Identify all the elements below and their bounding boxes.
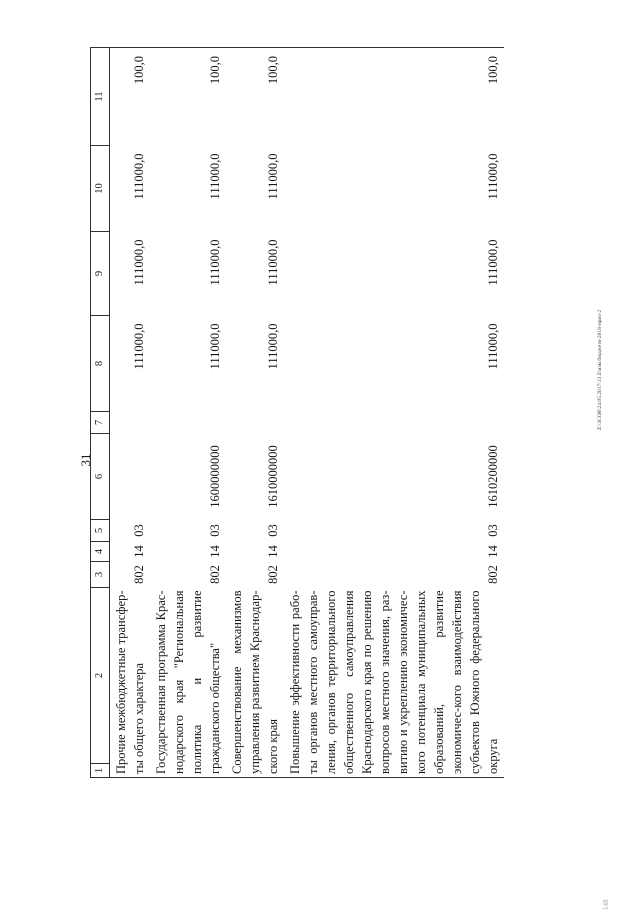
cell-col11: 100,0 — [226, 48, 284, 146]
cell-col11: 100,0 — [284, 48, 504, 146]
column-number: 6 — [91, 434, 110, 520]
row-name: Государственная программа Крас-нодарского края "Региональная политика и развитие гражданского общества" — [150, 588, 226, 778]
cell-col6 — [110, 434, 151, 520]
cell-col7 — [226, 412, 284, 434]
cell-col9: 111000,0 — [132, 239, 146, 286]
cell-col8: 111000,0 — [266, 323, 280, 370]
cell-col8: 111000,0 — [132, 323, 146, 370]
budget-table-rotated — [90, 48, 520, 778]
cell-col4: 14 — [266, 545, 280, 558]
table-row — [284, 48, 504, 778]
budget-table — [90, 47, 504, 778]
cell-col3: 802 — [266, 565, 280, 584]
cell-col7 — [284, 412, 504, 434]
cell-col7 — [110, 412, 151, 434]
table-row — [110, 48, 151, 778]
row-name: Повышение эффективности рабо-ты органов местного самоуправ-ления, органов территориального общественного самоуправления Краснодарского края по решению вопросов местного значения, раз-витию и укреплению экономичес-кого потенциала муниципальных образований, развитие экономичес-кого взаимодействия субъектов Южного федерального округа — [284, 588, 504, 778]
cell-col8: 111000,0 — [486, 323, 500, 370]
cell-col4: 14 — [132, 545, 146, 558]
column-number: 9 — [91, 232, 110, 316]
column-number: 11 — [91, 48, 110, 146]
column-number: 10 — [91, 146, 110, 232]
column-number: 2 — [91, 588, 110, 764]
row-name: Прочие межбюджетные трансфер-ты общего характера — [110, 588, 151, 778]
cell-col5: 03 — [132, 524, 146, 537]
budget-table-container — [90, 48, 520, 778]
cell-col11: 100,0 — [150, 48, 226, 146]
cell-col5: 03 — [486, 524, 500, 537]
table-row — [226, 48, 284, 778]
cell-col7 — [150, 412, 226, 434]
column-number: 1 — [91, 764, 110, 778]
cell-col5: 03 — [266, 524, 280, 537]
cell-col5: 03 — [208, 524, 222, 537]
cell-col3: 802 — [208, 565, 222, 584]
cell-col4: 14 — [208, 545, 222, 558]
cell-col9: 111000,0 — [266, 239, 280, 286]
cell-col9: 111000,0 — [208, 239, 222, 286]
cell-col10: 111000,0 — [266, 153, 280, 200]
cell-col3: 802 — [486, 565, 500, 584]
column-number: 8 — [91, 316, 110, 412]
cell-col6: 1600000000 — [208, 445, 222, 508]
cell-col10: 111000,0 — [208, 153, 222, 200]
cell-col10: 111000,0 — [486, 153, 500, 200]
file-path-note: Z:\3СОЯ\24.05.2017\13 Z\изм.бюджетв-2018-приз-2 — [597, 309, 603, 431]
column-number: 7 — [91, 412, 110, 434]
cell-col8: 111000,0 — [208, 323, 222, 370]
cell-col4: 14 — [486, 545, 500, 558]
column-number: 4 — [91, 542, 110, 562]
page-stamp: 148 — [602, 899, 610, 910]
cell-col3: 802 — [132, 565, 146, 584]
column-number: 3 — [91, 562, 110, 588]
cell-col10: 111000,0 — [132, 153, 146, 200]
cell-col9: 111000,0 — [486, 239, 500, 286]
cell-col6: 1610200000 — [486, 445, 500, 508]
column-number: 5 — [91, 520, 110, 542]
row-name: Совершенствование механизмов управления развитием Краснодар-ского края — [226, 588, 284, 778]
page-number: 31 — [78, 453, 93, 467]
cell-col6: 1610000000 — [266, 445, 280, 508]
table-row — [150, 48, 226, 778]
cell-col11: 100,0 — [110, 48, 151, 146]
column-number-row — [91, 48, 110, 778]
